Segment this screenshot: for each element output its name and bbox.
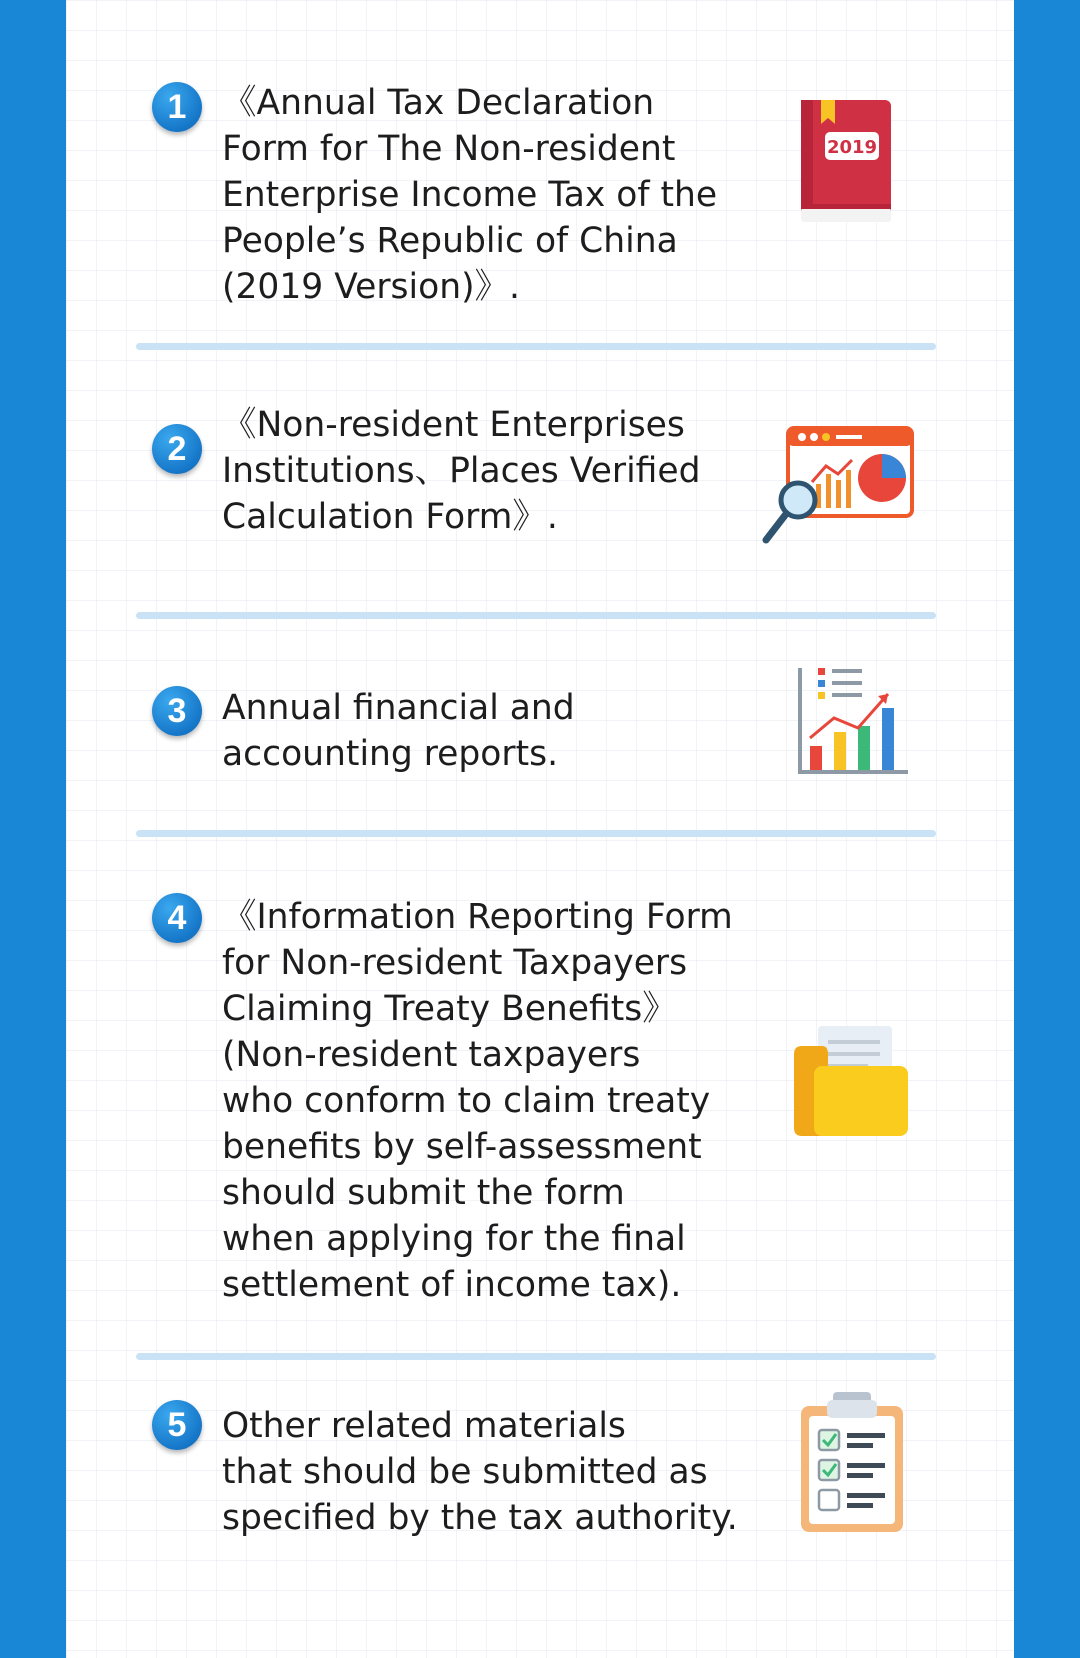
item-3-text: Annual financial and accounting reports. bbox=[222, 688, 575, 774]
number-badge-2: 2 bbox=[152, 424, 202, 474]
divider-1 bbox=[136, 343, 936, 350]
number-badge-1: 1 bbox=[152, 82, 202, 132]
item-2-text: 《Non-resident Enterprises Institutions、Places Verified Calculation Form》. bbox=[222, 405, 701, 537]
book-year-label: 2019 bbox=[826, 137, 878, 158]
red-book-2019-icon bbox=[799, 98, 895, 226]
number-badge-3: 3 bbox=[152, 686, 202, 736]
item-4-text: 《Information Reporting Form for Non-resident Taxpayers Claiming Treaty Benefits》 (Non-resident taxpayers who conform to claim treaty benefits by self-assessment should submit the form when applying for the final settlement of income tax). bbox=[222, 897, 733, 1305]
item-1-text: 《Annual Tax Declaration Form for The Non-resident Enterprise Income Tax of the People’s Republic of China (2019 Version)》. bbox=[222, 83, 718, 307]
divider-4 bbox=[136, 1353, 936, 1360]
clipboard-checklist-icon bbox=[797, 1388, 907, 1536]
yellow-folder-icon bbox=[792, 1024, 910, 1140]
divider-2 bbox=[136, 612, 936, 619]
number-badge-4: 4 bbox=[152, 893, 202, 943]
content-card bbox=[66, 0, 1014, 1658]
divider-3 bbox=[136, 830, 936, 837]
analytics-magnifier-icon bbox=[756, 426, 916, 550]
item-5-text: Other related materials that should be submitted as specified by the tax authority. bbox=[222, 1406, 738, 1538]
bar-chart-trend-icon bbox=[796, 666, 910, 778]
number-badge-5: 5 bbox=[152, 1400, 202, 1450]
